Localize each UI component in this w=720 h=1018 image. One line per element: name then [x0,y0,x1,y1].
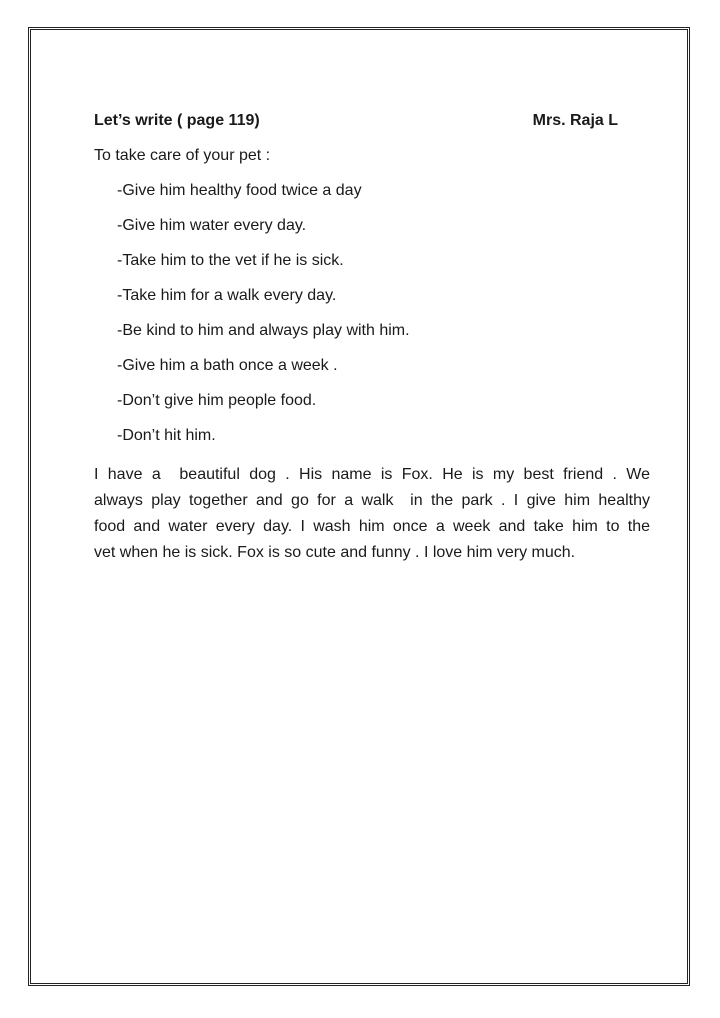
care-list-item: -Take him to the vet if he is sick. [117,252,344,269]
care-list-item: -Give him a bath once a week . [117,357,338,374]
essay-line: I have a beautiful dog . His name is Fox. He is my best friend . We [94,466,650,483]
heading-row [94,103,650,138]
care-list [94,173,650,453]
document-content [94,103,650,566]
care-list-item: -Give him water every day. [117,217,307,234]
care-list-item: -Don’t give him people food. [117,392,317,409]
care-list-item: -Give him healthy food twice a day [117,182,362,199]
care-list-item: -Be kind to him and always play with him. [117,322,410,339]
essay-line: food and water every day. I wash him once a week and take him to the [94,518,650,535]
care-list-item: -Don’t hit him. [117,427,216,444]
essay-line: vet when he is sick. Fox is so cute and funny . I love him very much. [94,544,576,561]
care-list-item: -Take him for a walk every day. [117,287,337,304]
lesson-title: Let’s write ( page 119) [94,112,260,129]
teacher-name: Mrs. Raja L [532,112,618,129]
essay-line: always play together and go for a walk in the park . I give him healthy [94,492,650,509]
essay-paragraph [94,462,650,566]
intro-line: To take care of your pet : [94,147,271,164]
